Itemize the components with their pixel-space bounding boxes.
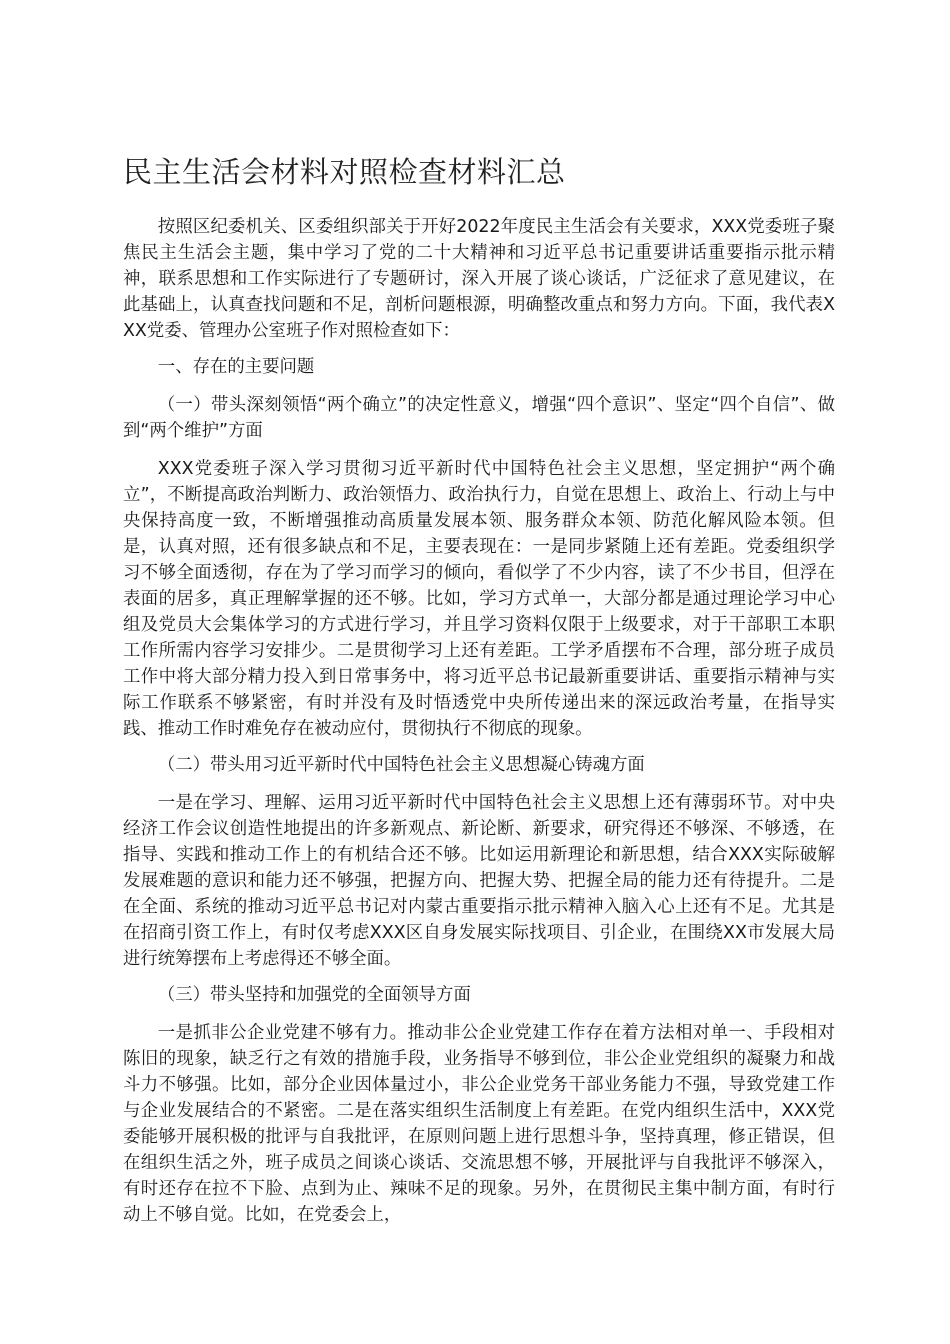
document-title: 民主生活会材料对照检查材料汇总 <box>123 155 566 189</box>
subsection-heading-3: （三）带头坚持和加强党的全面领导方面 <box>157 985 471 1005</box>
document-content <box>123 152 835 1238</box>
subsection-body-2: 一是在学习、理解、运用习近平新时代中国特色社会主义思想上还有薄弱环节。对中央经济工作会议创造性地提出的许多新观点、新论断、新要求，研究得还不够深、不够透，在指导、实践和推动工作上的有机结合还不够。比如运用新理论和新思想，结合XXX实际破解发展难题的意识和能力还不够强，把握方向、把握大势、把握全局的能力还有待提升。二是在全面、系统的推动习近平总书记对内蒙古重要指示批示精神入脑入心上还有不足。尤其是在招商引资工作上，有时仅考虑XXX区自身发展实际找项目、引企业，在围绕XX市发展大局进行统筹摆布上考虑得还不够全面。 <box>123 793 835 969</box>
subsection-body-1: XXX党委班子深入学习贯彻习近平新时代中国特色社会主义思想，坚定拥护“两个确立”，不断提高政治判断力、政治领悟力、政治执行力，自觉在思想上、政治上、行动上与中央保持高度一致，不断增强推动高质量发展本领、服务群众本领、防范化解风险本领。但是，认真对照，还有很多缺点和不足，主要表现在：一是同步紧随上还有差距。党委组织学习不够全面透彻，存在为了学习而学习的倾向，看似学了不少内容，读了不少书目，但浮在表面的居多，真正理解掌握的还不够。比如，学习方式单一，大部分都是通过理论学习中心组及党员大会集体学习的方式进行学习，并且学习资料仅限于上级要求，对于干部职工本职工作所需内容学习安排少。二是贯彻学习上还有差距。工学矛盾摆布不合理，部分班子成员工作中将大部分精力投入到日常事务中，将习近平总书记最新重要讲话、重要指示精神与实际工作联系不够紧密，有时并没有及时悟透党中央所传递出来的深远政治考量，在指导实践、推动工作时难免存在被动应付，贯彻执行不彻底的现象。 <box>123 459 835 739</box>
subsection-heading-1: （一）带头深刻领悟“两个确立”的决定性意义，增强“四个意识”、坚定“四个自信”、做到“两个维护”方面 <box>123 395 835 441</box>
section-heading-1: 一、存在的主要问题 <box>157 357 315 377</box>
subsection-body-3: 一是抓非公企业党建不够有力。推动非公企业党建工作存在着方法相对单一、手段相对陈旧的现象，缺乏行之有效的措施手段，业务指导不够到位，非公企业党组织的凝聚力和战斗力不够强。比如，部分企业因体量过小，非公企业党务干部业务能力不强，导致党建工作与企业发展结合的不紧密。二是在落实组织生活制度上有差距。在党内组织生活中，XXX党委能够开展积极的批评与自我批评，在原则问题上进行思想斗争，坚持真理，修正错误，但在组织生活之外，班子成员之间谈心谈话、交流思想不够，开展批评与自我批评不够深入，有时还存在拉不下脸、点到为止、辣味不足的现象。另外，在贯彻民主集中制方面，有时行动上不够自觉。比如，在党委会上， <box>123 1023 835 1225</box>
intro-paragraph: 按照区纪委机关、区委组织部关于开好2022年度民主生活会有关要求，XXX党委班子聚焦民主生活会主题，集中学习了党的二十大精神和习近平总书记重要讲话重要指示批示精神，联系思想和工作实际进行了专题研讨，深入开展了谈心谈话，广泛征求了意见建议，在此基础上，认真查找问题和不足，剖析问题根源，明确整改重点和努力方向。下面，我代表XXX党委、管理办公室班子作对照检查如下： <box>123 217 835 341</box>
subsection-heading-2: （二）带头用习近平新时代中国特色社会主义思想凝心铸魂方面 <box>157 755 645 775</box>
